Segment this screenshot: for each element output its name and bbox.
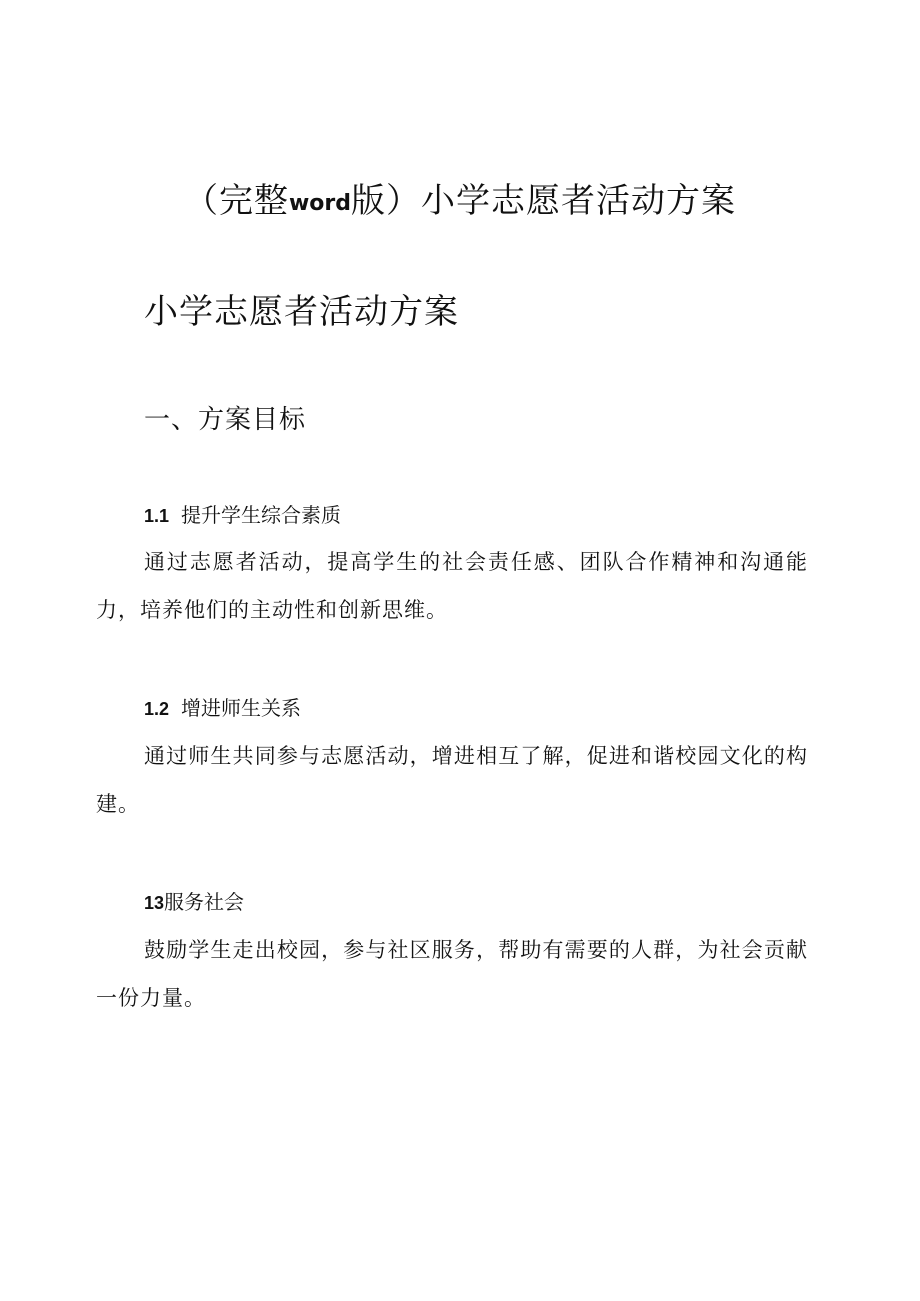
- item-heading-text: 提升学生综合素质: [181, 503, 342, 527]
- item-paragraph-1: 通过志愿者活动，提高学生的社会责任感、团队合作精神和沟通能力，培养他们的主动性和创新思维。: [96, 550, 808, 622]
- item-paragraph-3: 鼓励学生走出校园，参与社区服务，帮助有需要的人群，为社会贡献一份力量。: [96, 938, 808, 1010]
- item-number: 1.1: [144, 506, 170, 526]
- section-heading: 一、方案目标: [144, 405, 307, 435]
- item-heading-1: [144, 499, 341, 532]
- item-heading-text: 增进师生关系: [181, 696, 302, 720]
- title-close: 版）小学志愿者活动方案: [351, 181, 737, 221]
- item-heading-text: 服务社会: [164, 890, 245, 914]
- item-heading-2: [144, 692, 301, 725]
- title-open: （完整: [183, 181, 289, 221]
- document-subtitle: 小学志愿者活动方案: [144, 292, 459, 332]
- document-title: [0, 176, 920, 229]
- item-heading-3: [144, 886, 244, 919]
- title-latin: word: [288, 191, 352, 216]
- item-number: 13: [144, 893, 165, 913]
- item-number: 1.2: [144, 699, 170, 719]
- item-paragraph-2: 通过师生共同参与志愿活动，增进相互了解，促进和谐校园文化的构建。: [96, 744, 808, 816]
